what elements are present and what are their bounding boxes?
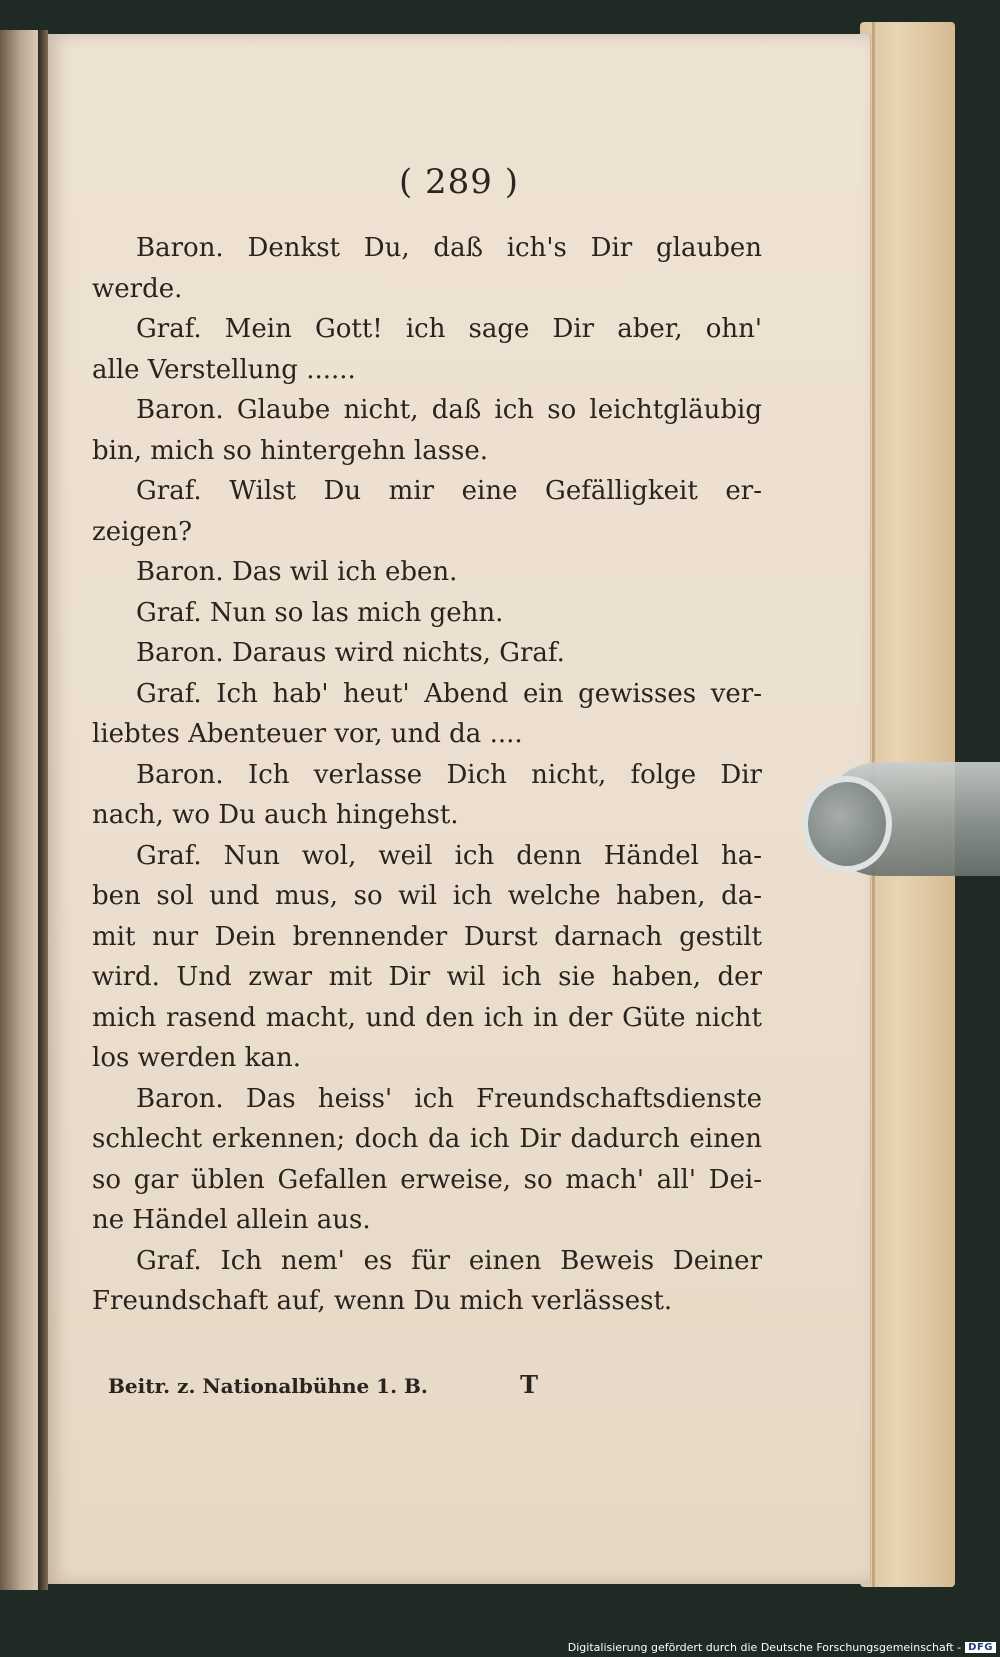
text-line: Graf. Nun so las mich gehn. [136,597,504,628]
text-line: Baron. Denkst Du, daß ich's Dir glauben [136,233,762,263]
text-line: liebtes Abenteuer vor, und da .... [92,719,523,749]
text-line: ne Händel allein aus. [92,1205,371,1235]
facing-page-edge [0,30,40,1590]
text-line: Graf. Mein Gott! ich sage Dir aber, ohn' [136,314,762,344]
book-gutter [38,30,48,1590]
page-text [92,228,762,1322]
text-line: Graf. Ich hab' heut' Abend ein gewisses ver- [136,678,762,709]
text-line: Graf. Ich nem' es für einen Beweis Deiner [136,1245,762,1276]
signature-mark: T [520,1370,538,1399]
text-line: Freundschaft auf, wenn Du mich verlässest. [92,1286,673,1316]
text-line: ben sol und mus, so wil ich welche haben, da- [92,881,762,911]
text-line: Baron. Das heiss' ich Freundschaftsdienste [136,1083,762,1114]
text-line: Graf. Nun wol, weil ich denn Händel ha- [136,840,762,871]
text-line: mit nur Dein brennender Durst darnach gestilt [92,921,762,952]
text-line: mich rasend macht, und den ich in der Güte nicht [92,1002,762,1033]
dfg-logo: DFG [965,1642,996,1653]
text-line: werde. [92,273,183,304]
text-line: Baron. Glaube nicht, daß ich so leichtgläubig [136,395,762,425]
page-number: ( 289 ) [398,162,520,202]
text-line: wird. Und zwar mit Dir wil ich sie haben, der [92,962,762,992]
text-line: zeigen? [92,516,193,547]
text-line: alle Verstellung ...... [92,354,356,385]
credit-text: Digitalisierung gefördert durch die Deutsche Forschungsgemeinschaft - [567,1641,962,1654]
text-line: Baron. Ich verlasse Dich nicht, folge Dir [136,759,762,790]
source-line: Beitr. z. Nationalbühne 1. B. [108,1374,428,1398]
text-line: Baron. Daraus wird nichts, Graf. [136,638,565,668]
text-line: so gar üblen Gefallen erweise, so mach' all' Dei- [92,1164,762,1195]
page-clip [792,756,1000,881]
digitization-credit [568,1641,996,1654]
text-line: los werden kan. [92,1043,301,1073]
text-line: nach, wo Du auch hingehst. [92,800,459,830]
text-line: Graf. Wilst Du mir eine Gefälligkeit er- [136,476,762,506]
book-page [48,34,871,1584]
text-line: schlecht erkennen; doch da ich Dir dadurch einen [92,1124,762,1154]
text-line: Baron. Das wil ich eben. [136,557,458,587]
text-line: bin, mich so hintergehn lasse. [92,435,489,466]
page-footer [108,1370,538,1399]
